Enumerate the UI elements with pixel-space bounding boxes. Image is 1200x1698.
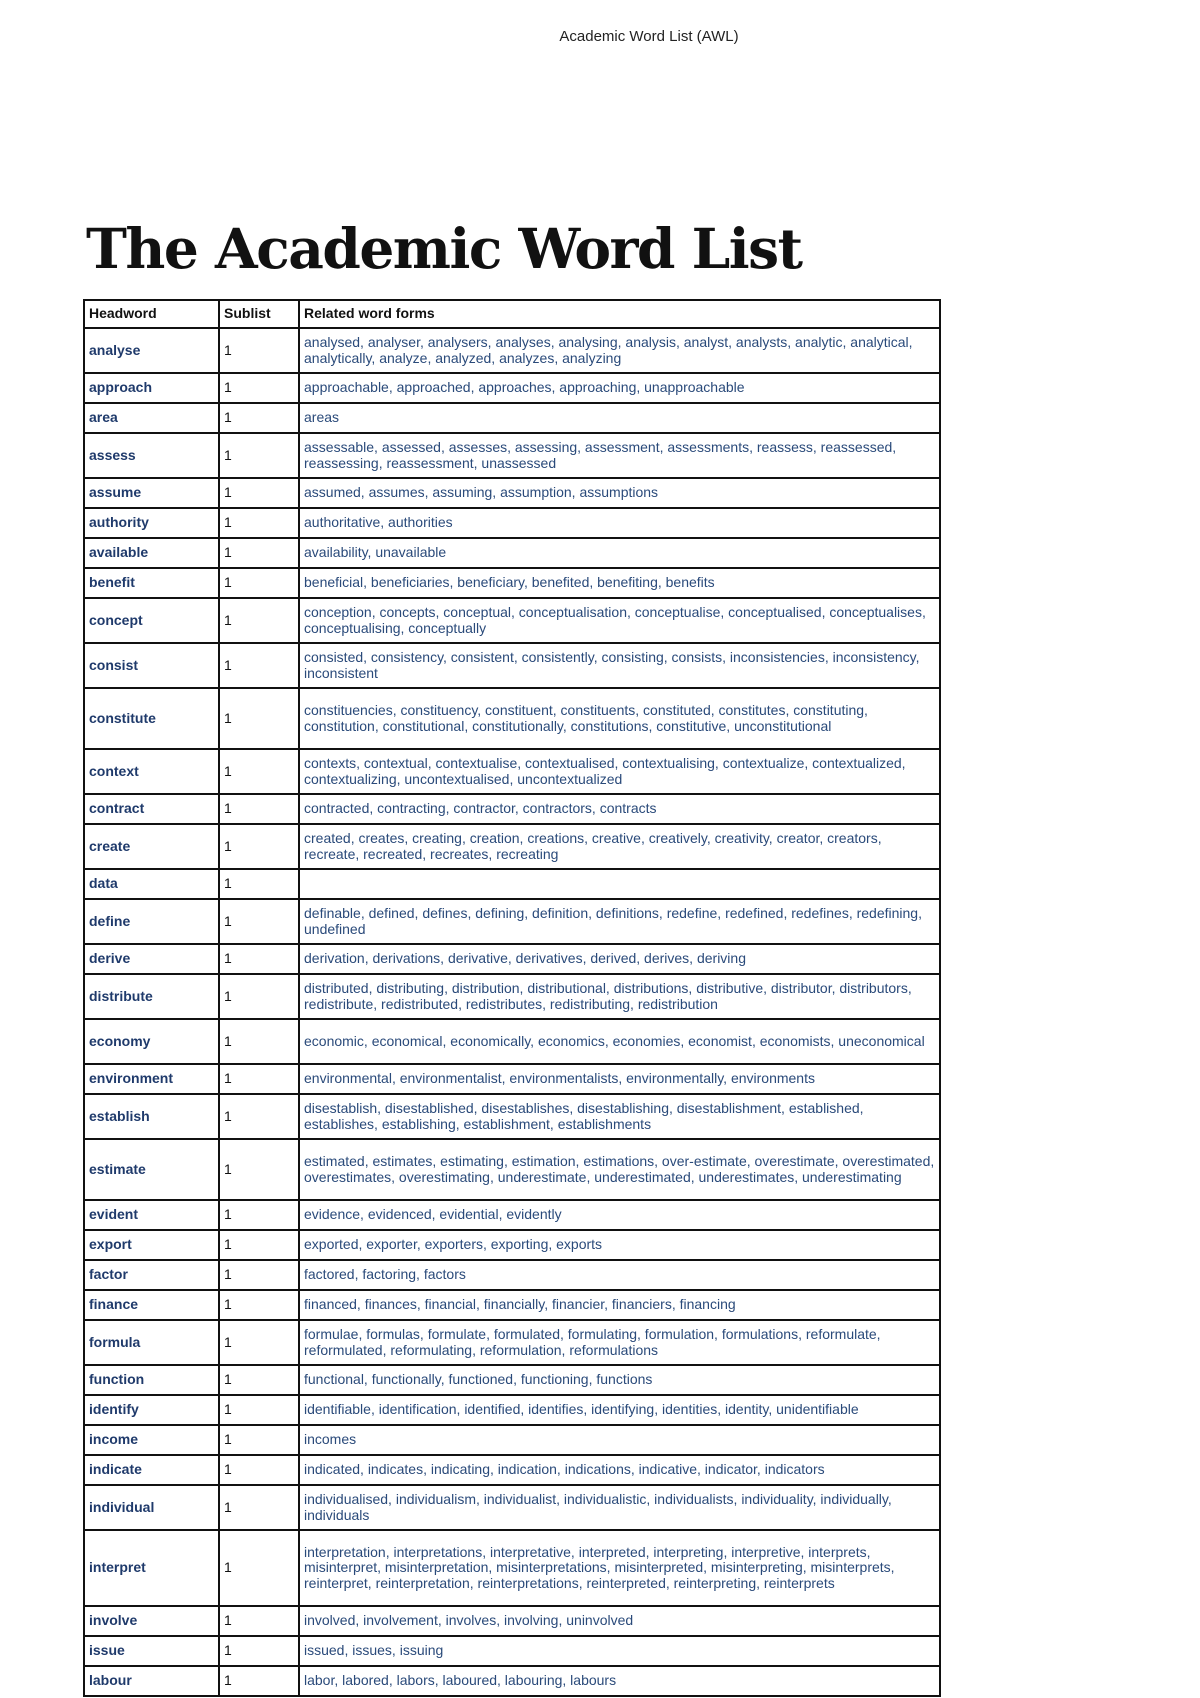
related-forms-cell: authoritative, authorities xyxy=(299,508,940,538)
table-row xyxy=(84,403,940,433)
table-row xyxy=(84,1139,940,1200)
related-forms-cell xyxy=(299,869,940,899)
table-row xyxy=(84,538,940,568)
sublist-cell: 1 xyxy=(219,373,299,403)
related-forms-cell: estimated, estimates, estimating, estimation, estimations, over-estimate, overestimate, overestimated, overestimates, overestimating, underestimate, underestimated, underestimates, underestimating xyxy=(299,1139,940,1200)
table-row xyxy=(84,1666,940,1696)
table-body xyxy=(84,328,940,1696)
sublist-cell: 1 xyxy=(219,568,299,598)
sublist-cell: 1 xyxy=(219,1395,299,1425)
sublist-cell: 1 xyxy=(219,749,299,794)
related-forms-cell: distributed, distributing, distribution, distributional, distributions, distributive, distributor, distributors, redistribute, redistributed, redistributes, redistributing, redistribution xyxy=(299,974,940,1019)
table-row xyxy=(84,794,940,824)
headword-cell: available xyxy=(84,538,219,568)
table-row xyxy=(84,1290,940,1320)
headword-cell: income xyxy=(84,1425,219,1455)
sublist-cell: 1 xyxy=(219,1365,299,1395)
sublist-cell: 1 xyxy=(219,688,299,749)
headword-cell: approach xyxy=(84,373,219,403)
table-row xyxy=(84,899,940,944)
sublist-cell: 1 xyxy=(219,1230,299,1260)
related-forms-cell: identifiable, identification, identified, identifies, identifying, identities, identity, unidentifiable xyxy=(299,1395,940,1425)
table-row xyxy=(84,1260,940,1290)
related-forms-cell: environmental, environmentalist, environmentalists, environmentally, environments xyxy=(299,1064,940,1094)
sublist-cell: 1 xyxy=(219,1200,299,1230)
related-forms-cell: functional, functionally, functioned, functioning, functions xyxy=(299,1365,940,1395)
headword-cell: derive xyxy=(84,944,219,974)
headword-cell: function xyxy=(84,1365,219,1395)
sublist-cell: 1 xyxy=(219,1290,299,1320)
related-forms-cell: contexts, contextual, contextualise, contextualised, contextualising, contextualize, contextualized, contextualizing, uncontextualised, uncontextualized xyxy=(299,749,940,794)
related-forms-cell: derivation, derivations, derivative, derivatives, derived, derives, deriving xyxy=(299,944,940,974)
table-row xyxy=(84,1365,940,1395)
headword-cell: estimate xyxy=(84,1139,219,1200)
headword-cell: contract xyxy=(84,794,219,824)
sublist-cell: 1 xyxy=(219,1485,299,1530)
related-forms-cell: areas xyxy=(299,403,940,433)
headword-cell: area xyxy=(84,403,219,433)
related-forms-cell: exported, exporter, exporters, exporting, exports xyxy=(299,1230,940,1260)
headword-cell: environment xyxy=(84,1064,219,1094)
related-forms-cell: assumed, assumes, assuming, assumption, assumptions xyxy=(299,478,940,508)
headword-cell: analyse xyxy=(84,328,219,373)
headword-cell: labour xyxy=(84,1666,219,1696)
related-forms-cell: constituencies, constituency, constituent, constituents, constituted, constitutes, constituting, constitution, constitutional, constitutionally, constitutions, constitutive, unconstitutional xyxy=(299,688,940,749)
related-forms-cell: contracted, contracting, contractor, contractors, contracts xyxy=(299,794,940,824)
sublist-cell: 1 xyxy=(219,1530,299,1606)
headword-cell: benefit xyxy=(84,568,219,598)
sublist-cell: 1 xyxy=(219,1139,299,1200)
table-row xyxy=(84,944,940,974)
table-row xyxy=(84,1425,940,1455)
headword-cell: evident xyxy=(84,1200,219,1230)
headword-cell: create xyxy=(84,824,219,869)
sublist-cell: 1 xyxy=(219,538,299,568)
headword-cell: issue xyxy=(84,1636,219,1666)
sublist-cell: 1 xyxy=(219,328,299,373)
headword-cell: context xyxy=(84,749,219,794)
related-forms-cell: created, creates, creating, creation, creations, creative, creatively, creativity, creator, creators, recreate, recreated, recreates, recreating xyxy=(299,824,940,869)
sublist-cell: 1 xyxy=(219,974,299,1019)
headword-cell: formula xyxy=(84,1320,219,1365)
sublist-cell: 1 xyxy=(219,1019,299,1064)
related-forms-cell: evidence, evidenced, evidential, evidently xyxy=(299,1200,940,1230)
table-row xyxy=(84,1530,940,1606)
sublist-cell: 1 xyxy=(219,1094,299,1139)
table-row xyxy=(84,1200,940,1230)
related-forms-cell: assessable, assessed, assesses, assessing, assessment, assessments, reassess, reassessed, reassessing, reassessment, unassessed xyxy=(299,433,940,478)
table-row xyxy=(84,974,940,1019)
sublist-cell: 1 xyxy=(219,824,299,869)
word-table xyxy=(83,299,941,1697)
sublist-cell: 1 xyxy=(219,1425,299,1455)
sublist-cell: 1 xyxy=(219,508,299,538)
related-forms-cell: financed, finances, financial, financially, financier, financiers, financing xyxy=(299,1290,940,1320)
related-forms-cell: interpretation, interpretations, interpretative, interpreted, interpreting, interpretive, interprets, misinterpret, misinterpretation, misinterpretations, misinterpreted, misinterpreting, misinterprets, reinterpret, reinterpretation, reinterpretations, reinterpreted, reinterpreting, reinterprets xyxy=(299,1530,940,1606)
related-forms-cell: approachable, approached, approaches, approaching, unapproachable xyxy=(299,373,940,403)
sublist-cell: 1 xyxy=(219,1320,299,1365)
related-forms-cell: involved, involvement, involves, involving, uninvolved xyxy=(299,1606,940,1636)
headword-cell: interpret xyxy=(84,1530,219,1606)
table-row xyxy=(84,1019,940,1064)
table-row xyxy=(84,328,940,373)
sublist-cell: 1 xyxy=(219,1064,299,1094)
table-row xyxy=(84,373,940,403)
headword-cell: consist xyxy=(84,643,219,688)
related-forms-cell: formulae, formulas, formulate, formulated, formulating, formulation, formulations, reformulate, reformulated, reformulating, reformulation, reformulations xyxy=(299,1320,940,1365)
sublist-cell: 1 xyxy=(219,944,299,974)
headword-cell: authority xyxy=(84,508,219,538)
table-row xyxy=(84,508,940,538)
headword-cell: economy xyxy=(84,1019,219,1064)
headword-cell: export xyxy=(84,1230,219,1260)
table-row xyxy=(84,1606,940,1636)
column-header-sublist: Sublist xyxy=(219,300,299,328)
headword-cell: define xyxy=(84,899,219,944)
table-row xyxy=(84,688,940,749)
headword-cell: distribute xyxy=(84,974,219,1019)
sublist-cell: 1 xyxy=(219,643,299,688)
related-forms-cell: issued, issues, issuing xyxy=(299,1636,940,1666)
headword-cell: involve xyxy=(84,1606,219,1636)
headword-cell: indicate xyxy=(84,1455,219,1485)
headword-cell: finance xyxy=(84,1290,219,1320)
headword-cell: data xyxy=(84,869,219,899)
headword-cell: assume xyxy=(84,478,219,508)
table-row xyxy=(84,1395,940,1425)
headword-cell: constitute xyxy=(84,688,219,749)
table-row xyxy=(84,598,940,643)
table-row xyxy=(84,1455,940,1485)
table-row xyxy=(84,824,940,869)
running-header: Academic Word List (AWL) xyxy=(559,28,739,45)
related-forms-cell: analysed, analyser, analysers, analyses, analysing, analysis, analyst, analysts, analytic, analytical, analytically, analyze, analyzed, analyzes, analyzing xyxy=(299,328,940,373)
table-row xyxy=(84,1320,940,1365)
sublist-cell: 1 xyxy=(219,433,299,478)
headword-cell: concept xyxy=(84,598,219,643)
headword-cell: assess xyxy=(84,433,219,478)
related-forms-cell: beneficial, beneficiaries, beneficiary, benefited, benefiting, benefits xyxy=(299,568,940,598)
sublist-cell: 1 xyxy=(219,899,299,944)
table-row xyxy=(84,1094,940,1139)
table-row xyxy=(84,1230,940,1260)
sublist-cell: 1 xyxy=(219,478,299,508)
sublist-cell: 1 xyxy=(219,1260,299,1290)
sublist-cell: 1 xyxy=(219,1455,299,1485)
table-row xyxy=(84,1485,940,1530)
column-header-headword: Headword xyxy=(84,300,219,328)
related-forms-cell: factored, factoring, factors xyxy=(299,1260,940,1290)
sublist-cell: 1 xyxy=(219,1666,299,1696)
sublist-cell: 1 xyxy=(219,869,299,899)
page-title: The Academic Word List xyxy=(86,216,802,281)
sublist-cell: 1 xyxy=(219,403,299,433)
related-forms-cell: labor, labored, labors, laboured, labouring, labours xyxy=(299,1666,940,1696)
table-row xyxy=(84,869,940,899)
table-header-row xyxy=(84,300,940,328)
related-forms-cell: consisted, consistency, consistent, consistently, consisting, consists, inconsistencies, inconsistency, inconsistent xyxy=(299,643,940,688)
related-forms-cell: availability, unavailable xyxy=(299,538,940,568)
sublist-cell: 1 xyxy=(219,1606,299,1636)
related-forms-cell: definable, defined, defines, defining, definition, definitions, redefine, redefined, redefines, redefining, undefined xyxy=(299,899,940,944)
headword-cell: factor xyxy=(84,1260,219,1290)
sublist-cell: 1 xyxy=(219,794,299,824)
headword-cell: establish xyxy=(84,1094,219,1139)
sublist-cell: 1 xyxy=(219,1636,299,1666)
headword-cell: identify xyxy=(84,1395,219,1425)
table-row xyxy=(84,433,940,478)
table-row xyxy=(84,643,940,688)
table-row xyxy=(84,1064,940,1094)
related-forms-cell: disestablish, disestablished, disestablishes, disestablishing, disestablishment, established, establishes, establishing, establishment, establishments xyxy=(299,1094,940,1139)
sublist-cell: 1 xyxy=(219,598,299,643)
headword-cell: individual xyxy=(84,1485,219,1530)
table-row xyxy=(84,749,940,794)
related-forms-cell: economic, economical, economically, economics, economies, economist, economists, uneconomical xyxy=(299,1019,940,1064)
column-header-related: Related word forms xyxy=(299,300,940,328)
related-forms-cell: indicated, indicates, indicating, indication, indications, indicative, indicator, indicators xyxy=(299,1455,940,1485)
table-row xyxy=(84,568,940,598)
table-row xyxy=(84,478,940,508)
related-forms-cell: conception, concepts, conceptual, conceptualisation, conceptualise, conceptualised, conceptualises, conceptualising, conceptually xyxy=(299,598,940,643)
related-forms-cell: incomes xyxy=(299,1425,940,1455)
related-forms-cell: individualised, individualism, individualist, individualistic, individualists, individuality, individually, individuals xyxy=(299,1485,940,1530)
table-row xyxy=(84,1636,940,1666)
